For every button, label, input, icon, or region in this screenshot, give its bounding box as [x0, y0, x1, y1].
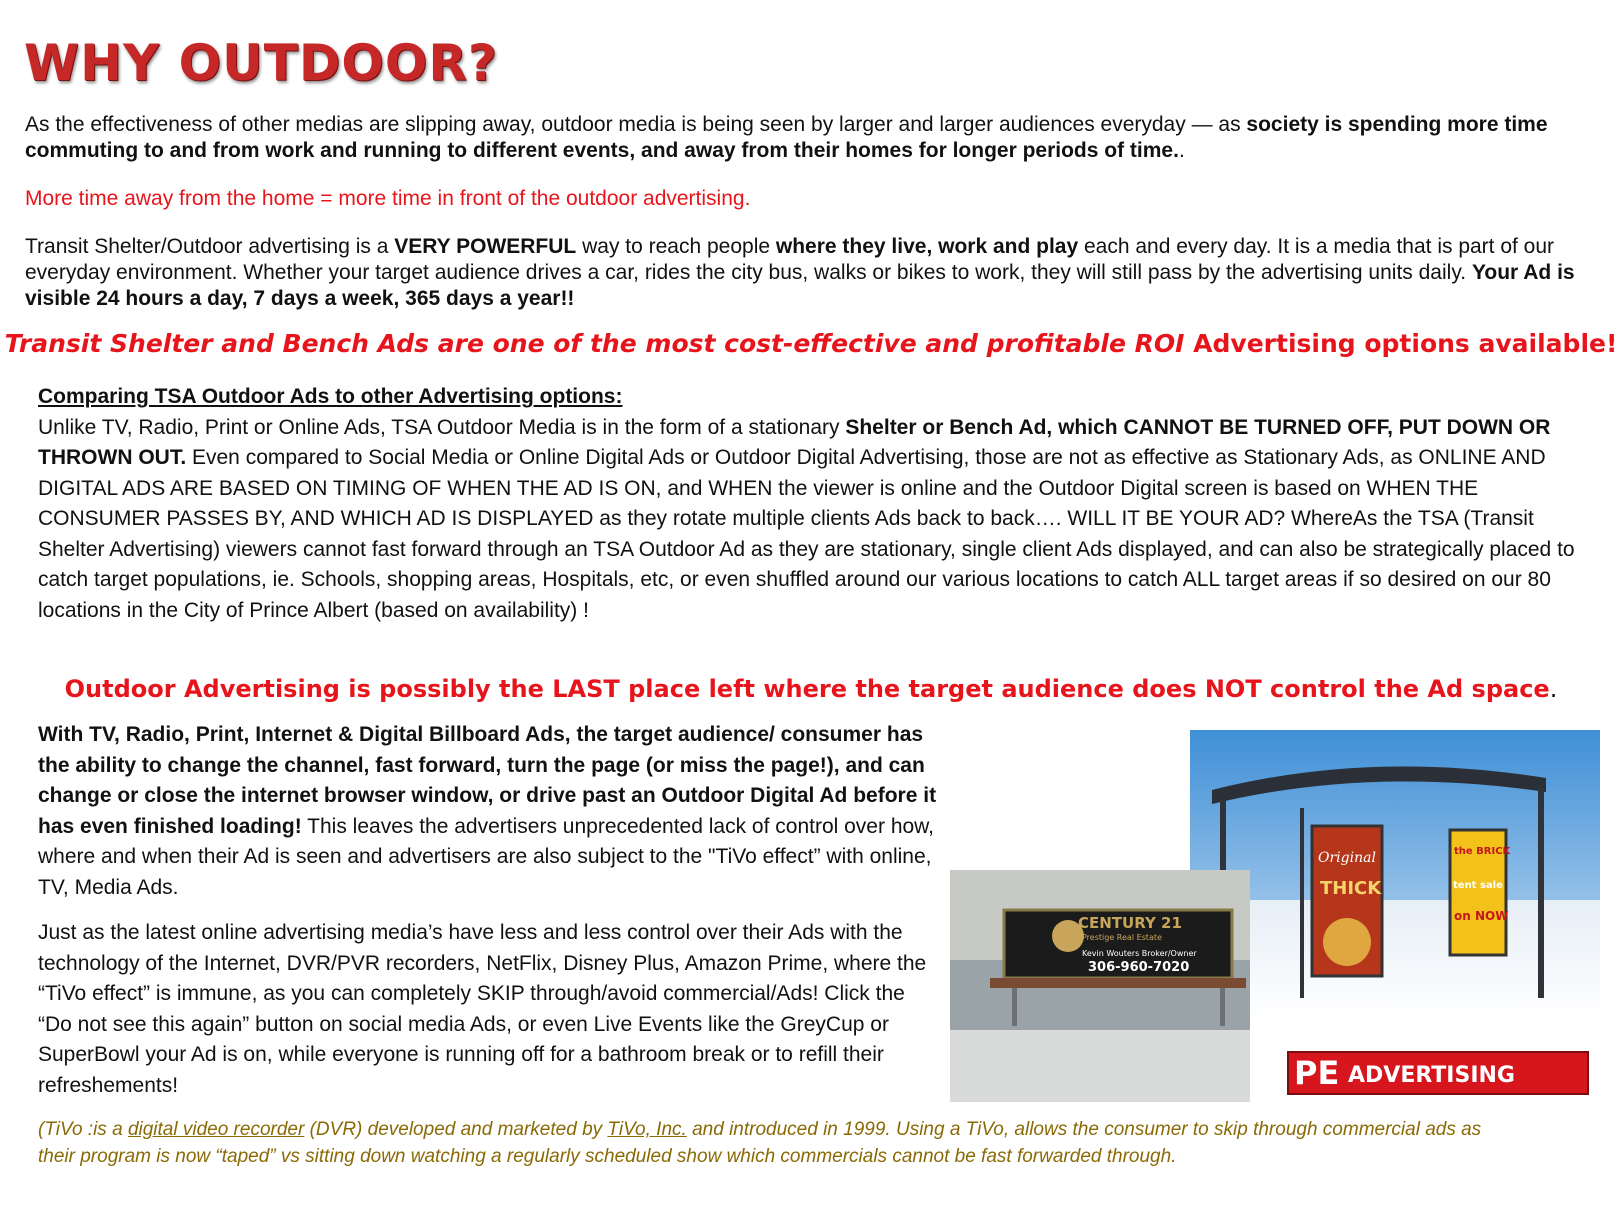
intro-paragraph: As the effectiveness of other medias are slipping away, outdoor media is being seen by larger and larger audiences everyday — as society is spending more time commuting to and from work and running to different events, and away from their homes for longer periods of time.. — [25, 113, 1548, 162]
online-paragraph: Just as the latest online advertising media’s have less and less control over their Ads with the technology of the Internet, DVR/PVR recorders, NetFlix, Disney Plus, Amazon Prime, where the “TiVo effect” is immune, as you can completely SKIP through/avoid commercial/Ads! Click the “Do not see this again” button on social media Ads, or even Live Events like the GreyCup or SuperBowl your Ad is on, while everyone is running off for a bathroom break or to refill their refreshements! — [38, 921, 927, 1097]
shelter-bench-ad-image — [950, 730, 1610, 1102]
svg-text:Prestige Real Estate: Prestige Real Estate — [1082, 933, 1162, 942]
svg-text:Kevin Wouters Broker/Owner: Kevin Wouters Broker/Owner — [1082, 949, 1197, 958]
svg-text:the BRICK: the BRICK — [1454, 846, 1511, 857]
svg-text:THICK: THICK — [1320, 878, 1382, 899]
svg-text:tent sale: tent sale — [1453, 880, 1503, 891]
tivo-footnote: (TiVo :is a digital video recorder (DVR) developed and marketed by TiVo, Inc. and introduced in 1999. Using a TiVo, allows the consumer to skip through commercial ads as their program is now “taped” vs sitting down watching a regularly scheduled show which commercials cannot be fast forwarded through. — [38, 1119, 1482, 1167]
comparing-section — [38, 382, 1588, 626]
svg-text:306-960-7020: 306-960-7020 — [1088, 960, 1190, 975]
comparing-paragraph: Unlike TV, Radio, Print or Online Ads, TSA Outdoor Media is in the form of a stationary Shelter or Bench Ad, which CANNOT BE TURNED OFF, PUT DOWN OR THROWN OUT. Even compared to Social Media or Online Digital Ads or Outdoor Digital Advertising, those are not as effective as Stationary Ads, as ONLINE AND DIGITAL ADS ARE BASED ON TIMING OF WHEN THE AD IS ON, and WHEN the viewer is online and the Outdoor Digital screen is based on WHEN THE CONSUMER PASSES BY, AND WHICH AD IS DISPLAYED as they rotate multiple clients Ads back to back…. WILL IT BE YOUR AD? WhereAs the TSA (Transit Shelter Advertising) viewers cannot fast forward through an TSA Outdoor Ad as they are stationary, single client Ads displayed, and can also be strategically placed to catch target populations, ie. Schools, shopping areas, Hospitals, etc, or even shuffled around our various locations to catch ALL target areas if so desired on our 80 locations in the City of Prince Albert (based on availability) ! — [38, 415, 1575, 622]
red-tagline: More time away from the home = more time in front of the outdoor advertising. — [25, 187, 751, 210]
pizza-icon — [1323, 918, 1371, 966]
comparing-heading: Comparing TSA Outdoor Ads to other Advertising options: — [38, 385, 623, 408]
svg-text:Original: Original — [1318, 850, 1376, 866]
bench-seat — [990, 978, 1246, 988]
svg-text:PE: PE — [1294, 1054, 1340, 1092]
transit-paragraph: Transit Shelter/Outdoor advertising is a VERY POWERFUL way to reach people where they live, work and play each and every day. It is a media that is part of our everyday environment. Whether your target audience drives a car, rides the city bus, walks or bikes to work, they will still pass by the advertising units daily. Your Ad is visible 24 hours a day, 7 days a week, 365 days a year!! — [25, 235, 1575, 310]
tivo-inc-link[interactable]: TiVo, Inc. — [607, 1119, 687, 1140]
dvr-link[interactable]: digital video recorder — [127, 1119, 305, 1140]
svg-text:on NOW: on NOW — [1454, 909, 1509, 923]
svg-text:CENTURY 21: CENTURY 21 — [1078, 914, 1182, 932]
control-paragraph: With TV, Radio, Print, Internet & Digital Billboard Ads, the target audience/ consumer has the ability to change the channel, fast forward, turn the page (or miss the page!), and can change or close the internet browser window, or drive past an Outdoor Digital Ad before it has even finished loading! This leaves the advertisers unprecedented lack of control over how, where and when their Ad is seen and advertisers are also subject to the "TiVo effect” with online, TV, Media Ads. — [38, 723, 937, 899]
svg-text:ADVERTISING: ADVERTISING — [1348, 1063, 1515, 1088]
control-slogan: Outdoor Advertising is possibly the LAST place left where the target audience does NOT control the Ad space. — [64, 675, 1558, 703]
roi-slogan: Transit Shelter and Bench Ads are one of the most cost-effective and profitable ROI Advertising options available! — [4, 329, 1618, 358]
page-title: WHY OUTDOOR? — [24, 34, 498, 92]
